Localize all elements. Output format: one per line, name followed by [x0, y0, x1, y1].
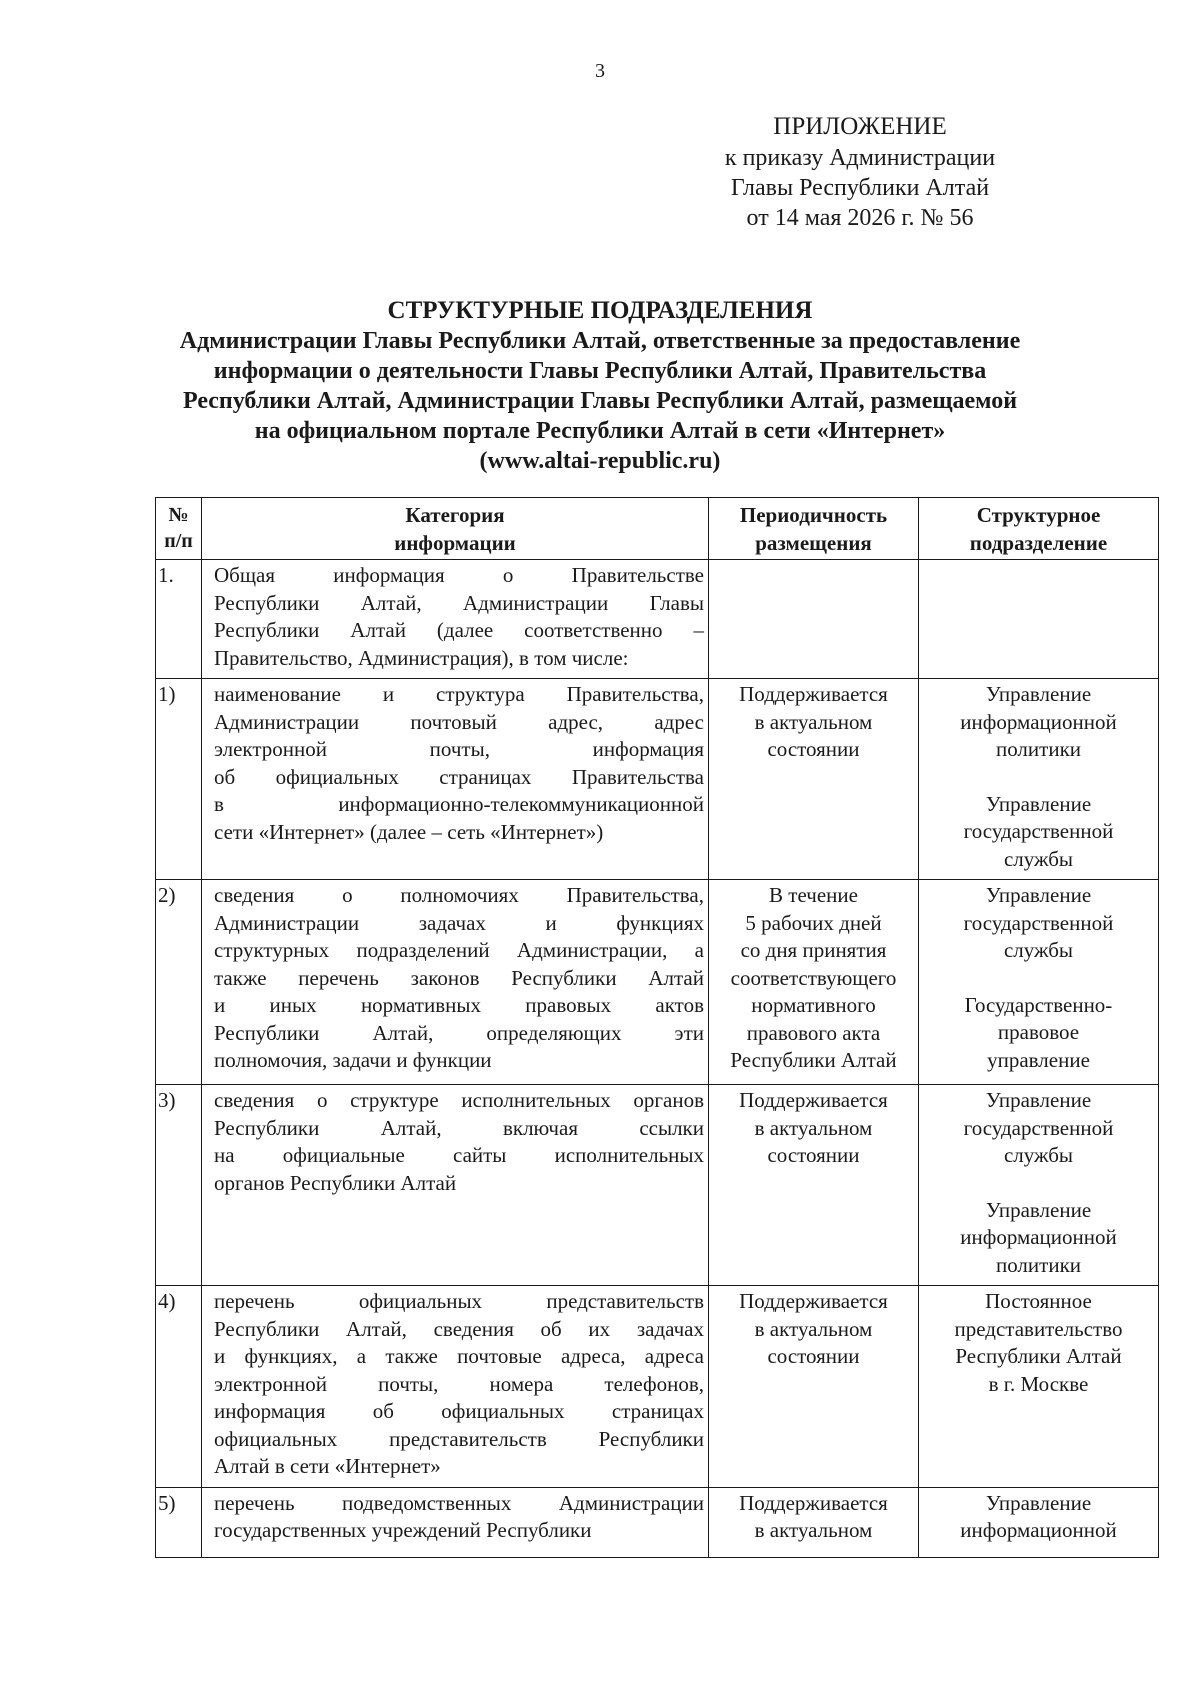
category-line: Республики Алтай (далее соответственно –	[214, 618, 704, 642]
department-line: правовое	[997, 1020, 1080, 1044]
department-line: Постоянное	[985, 1289, 1092, 1313]
category-line: сети «Интернет» (далее – сеть «Интернет»)	[214, 819, 604, 844]
department-line: в г. Москве	[988, 1371, 1089, 1396]
department-line: Управление	[985, 1088, 1092, 1112]
category-line: Республики Алтай, сведения об их задачах	[214, 1316, 704, 1341]
row-department	[919, 1085, 1159, 1286]
category-line: Республики Алтай, определяющих эти	[214, 1020, 704, 1045]
department-line: государственной	[963, 819, 1114, 843]
row-category	[202, 880, 709, 1085]
table-row	[156, 560, 1159, 679]
table-row	[156, 1085, 1159, 1286]
department-line: службы	[1003, 938, 1074, 962]
periodicity-line: Поддерживается	[739, 1088, 888, 1112]
row-number: 1.	[156, 560, 202, 679]
row-category	[202, 679, 709, 880]
periodicity-line: В течение	[769, 883, 858, 907]
department-item	[923, 882, 1154, 965]
title-line: Республики Алтай, Администрации Главы Республики Алтай, размещаемой	[182, 388, 1018, 414]
department-item	[923, 1197, 1154, 1280]
periodicity-line: со дня принятия	[740, 938, 887, 962]
row-periodicity	[709, 1286, 919, 1488]
department-item	[923, 992, 1154, 1075]
category-line: Администрации почтовый адрес, адрес	[214, 709, 704, 734]
appendix-line: Главы Республики Алтай	[730, 175, 990, 201]
title-line: Администрации Главы Республики Алтай, ответственные за предоставление	[179, 328, 1021, 354]
category-line: Республики Алтай, Администрации Главы	[214, 590, 704, 615]
row-department	[919, 1286, 1159, 1488]
row-department	[919, 1487, 1159, 1557]
row-number: 3)	[156, 1085, 202, 1286]
row-periodicity	[709, 1487, 919, 1557]
row-category	[202, 1286, 709, 1488]
category-line: перечень подведомственных Администрации	[214, 1490, 704, 1515]
department-line: политики	[995, 1252, 1082, 1277]
category-line: наименование и структура Правительства,	[214, 682, 704, 706]
department-line: управление	[987, 1047, 1090, 1072]
title-line: (www.altai-republic.ru)	[479, 448, 721, 474]
periodicity-line: в актуальном	[754, 1316, 873, 1341]
category-line: информация об официальных страницах	[214, 1399, 704, 1423]
category-line: электронной почты, информация	[214, 737, 704, 761]
category-line: перечень официальных представительств	[214, 1289, 704, 1313]
department-line: службы	[1003, 846, 1074, 871]
department-line: информационной	[960, 709, 1117, 734]
document-title	[150, 296, 1050, 476]
department-line: информационной	[960, 1225, 1117, 1249]
category-line: также перечень законов Республики Алтай	[214, 965, 704, 990]
category-line: Алтай в сети «Интернет»	[214, 1454, 441, 1478]
department-item	[923, 791, 1154, 874]
department-item	[923, 1288, 1154, 1398]
department-line: Государственно-	[964, 992, 1113, 1017]
category-line: об официальных страницах Правительства	[214, 764, 704, 789]
periodicity-line: нормативного	[751, 993, 876, 1017]
periodicity-line: в актуальном	[754, 1115, 873, 1140]
periodicity-line: в актуальном	[754, 1518, 873, 1542]
category-line: официальных представительств Республики	[214, 1426, 704, 1451]
header-category: Категория информации	[202, 498, 709, 560]
table-row	[156, 1286, 1159, 1488]
department-line: Управление	[985, 1490, 1092, 1515]
department-line: Управление	[985, 1197, 1092, 1222]
row-number: 1)	[156, 679, 202, 880]
category-line: Общая информация о Правительстве	[214, 563, 704, 587]
category-line: полномочия, задачи и функции	[214, 1048, 492, 1072]
department-line: Управление	[985, 883, 1092, 907]
category-line: электронной почты, номера телефонов,	[214, 1371, 704, 1396]
category-line: на официальные сайты исполнительных	[214, 1143, 704, 1167]
periodicity-line: правового акта	[746, 1020, 881, 1045]
appendix-line: от 14 мая 2026 г. № 56	[746, 205, 974, 231]
appendix-line: к приказу Администрации	[724, 145, 996, 171]
row-number: 4)	[156, 1286, 202, 1488]
category-line: Администрации задачах и функциях	[214, 910, 704, 935]
category-line: сведения о полномочиях Правительства,	[214, 883, 704, 907]
row-periodicity	[709, 560, 919, 679]
row-category	[202, 1085, 709, 1286]
category-line: органов Республики Алтай	[214, 1170, 457, 1195]
page-number: 3	[595, 60, 605, 82]
department-line: политики	[995, 737, 1082, 761]
table-header-row	[156, 498, 1159, 560]
header-periodicity: Периодичность размещения	[709, 498, 919, 560]
title-line: на официальном портале Республики Алтай в сети «Интернет»	[254, 418, 946, 444]
header-department: Структурное подразделение	[919, 498, 1159, 560]
header-num: № п/п	[156, 498, 202, 560]
periodicity-line: Республики Алтай	[730, 1048, 897, 1072]
department-line: Республики Алтай	[955, 1344, 1122, 1368]
title-line: информации о деятельности Главы Республики Алтай, Правительства	[213, 358, 987, 384]
department-line: службы	[1003, 1143, 1074, 1167]
table-row	[156, 679, 1159, 880]
category-line: сведения о структуре исполнительных органов	[214, 1088, 704, 1112]
row-category	[202, 560, 709, 679]
department-item	[923, 1087, 1154, 1170]
category-line: структурных подразделений Администрации, а	[214, 938, 704, 962]
category-line: Правительство, Администрация), в том числе:	[214, 645, 629, 670]
info-table	[155, 497, 1159, 1558]
table-body	[156, 560, 1159, 1558]
table-row	[156, 880, 1159, 1085]
category-line: и иных нормативных правовых актов	[214, 993, 704, 1017]
periodicity-line: Поддерживается	[739, 682, 888, 706]
category-line: государственных учреждений Республики	[214, 1518, 592, 1542]
row-department	[919, 560, 1159, 679]
row-periodicity	[709, 679, 919, 880]
row-periodicity	[709, 880, 919, 1085]
periodicity-line: в актуальном	[754, 709, 873, 734]
row-periodicity	[709, 1085, 919, 1286]
periodicity-line: состоянии	[767, 1344, 860, 1368]
department-line: государственной	[963, 1115, 1114, 1140]
department-item	[923, 681, 1154, 764]
department-line: представительство	[954, 1316, 1123, 1341]
category-line: в информационно-телекоммуникационной	[214, 792, 704, 816]
title-main: СТРУКТУРНЫЕ ПОДРАЗДЕЛЕНИЯ	[387, 297, 813, 324]
table-row	[156, 1487, 1159, 1557]
row-number: 5)	[156, 1487, 202, 1557]
department-item	[923, 1490, 1154, 1545]
category-line: и функциях, а также почтовые адреса, адреса	[214, 1344, 704, 1368]
row-department	[919, 679, 1159, 880]
row-number: 2)	[156, 880, 202, 1085]
periodicity-line: 5 рабочих дней	[745, 910, 882, 935]
department-line: Управление	[985, 682, 1092, 706]
periodicity-line: Поддерживается	[739, 1490, 888, 1515]
row-department	[919, 880, 1159, 1085]
department-line: Управление	[985, 791, 1092, 816]
row-category	[202, 1487, 709, 1557]
appendix-heading: ПРИЛОЖЕНИЕ	[773, 113, 947, 140]
department-line: государственной	[963, 910, 1114, 935]
appendix-block	[680, 112, 1040, 233]
periodicity-line: Поддерживается	[739, 1289, 888, 1313]
periodicity-line: состоянии	[767, 1143, 860, 1167]
department-line: информационной	[960, 1518, 1117, 1542]
periodicity-line: состоянии	[767, 737, 860, 761]
category-line: Республики Алтай, включая ссылки	[214, 1115, 704, 1140]
periodicity-line: соответствующего	[730, 965, 897, 990]
